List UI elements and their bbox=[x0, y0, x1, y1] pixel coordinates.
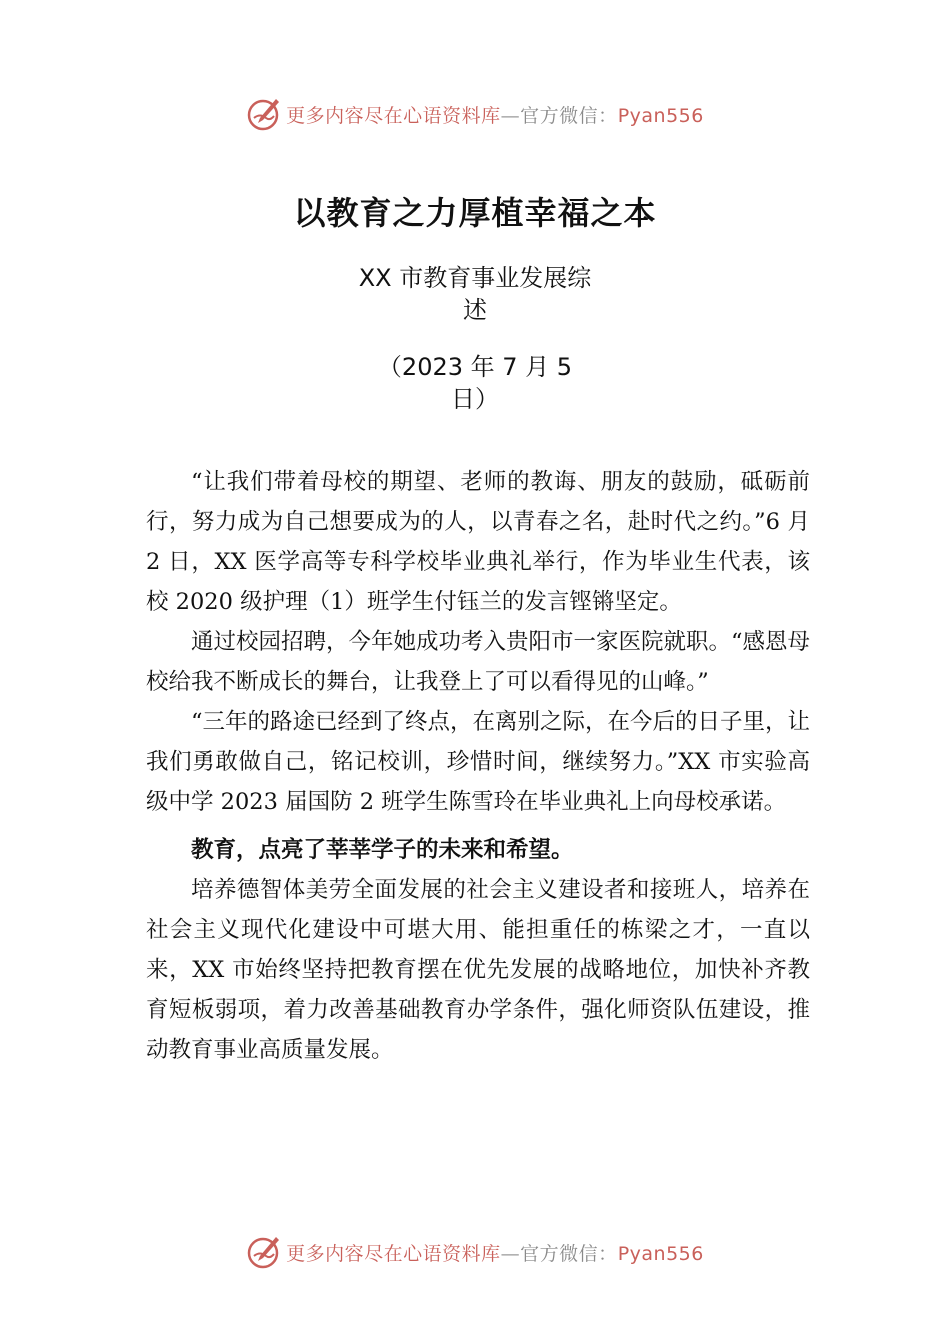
quill-book-logo-icon bbox=[246, 1234, 282, 1270]
body-paragraph: “三年的路途已经到了终点，在离别之际，在今后的日子里，让我们勇敢做自己，铭记校训，珍惜时间，继续努力。”XX 市实验高级中学 2023 届国防 2 班学生陈雪玲在毕业典礼上向母校承诺。 bbox=[146, 709, 811, 815]
body-paragraph: “让我们带着母校的期望、老师的教诲、朋友的鼓励，砥砺前行，努力成为自己想要成为的人，以青春之名，赴时代之约。”6 月 2 日，XX 医学高等专科学校毕业典礼举行，作为毕业生代表，该校 2020 级护理（1）班学生付钰兰的发言铿锵坚定。 bbox=[146, 469, 810, 615]
body-paragraph: 通过校园招聘，今年她成功考入贵阳市一家医院就职。“感恩母校给我不断成长的舞台，让我登上了可以看得见的山峰。” bbox=[146, 629, 811, 695]
watermark-text: 更多内容尽在心语资料库—官方微信：Pyan556 bbox=[286, 1242, 704, 1265]
document-body bbox=[146, 462, 810, 1070]
date-line-2: 日） bbox=[451, 385, 499, 413]
watermark-banner-top bbox=[0, 94, 950, 134]
watermark-banner-bottom bbox=[0, 1232, 950, 1272]
body-paragraph: 培养德智体美劳全面发展的社会主义建设者和接班人，培养在社会主义现代化建设中可堪大用、能担重任的栋梁之才，一直以来，XX 市始终坚持把教育摆在优先发展的战略地位，加快补齐教育短板弱项，着力改善基础教育办学条件，强化师资队伍建设，推动教育事业高质量发展。 bbox=[146, 877, 810, 1063]
watermark-text: 更多内容尽在心语资料库—官方微信：Pyan556 bbox=[286, 104, 704, 127]
section-heading: 教育，点亮了莘莘学子的未来和希望。 bbox=[191, 837, 574, 863]
quill-book-logo-icon bbox=[246, 96, 282, 132]
document-title: 以教育之力厚植幸福之本 bbox=[293, 194, 657, 232]
date-line-1: （2023 年 7 月 5 bbox=[377, 353, 573, 381]
subtitle-line-1: XX 市教育事业发展综 bbox=[358, 264, 592, 292]
subtitle-line-2: 述 bbox=[463, 296, 487, 324]
